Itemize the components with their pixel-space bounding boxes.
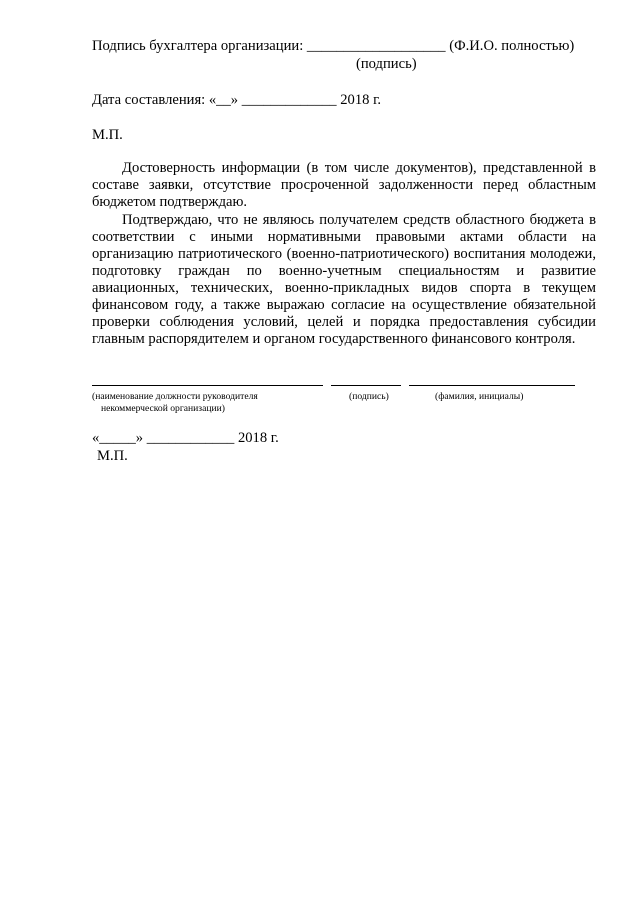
compile-date-label: Дата составления: «__» — [92, 92, 239, 108]
position-signature-line — [92, 385, 323, 386]
compile-date-blank: _____________ — [241, 92, 337, 108]
accountant-signature-label: Подпись бухгалтера организации: — [92, 38, 304, 54]
position-caption-line2: некоммерческой организации) — [101, 403, 225, 414]
compile-date-row — [92, 92, 381, 109]
confirmation-paragraph-2: Подтверждаю, что не являюсь получателем средств областного бюджета в соответствии с иными нормативными правовыми актами области на организацию патриотического (военно-патриотического) воспитания молодежи, подготовку граждан по военно-учетным специальностям и развитие авиационных, технических, военно-прикладных видов спорта в текущем финансовом году, а также выражаю согласие на осуществление обязательной проверки соблюдения условий, целей и порядка предоставления субсидии главным распорядителем и органом государственного финансового контроля. — [92, 212, 596, 347]
accountant-signature-blank: ___________________ — [306, 38, 446, 54]
date-2-day: «_____» — [92, 430, 144, 446]
accountant-fio-caption: (Ф.И.О. полностью) — [449, 38, 575, 54]
accountant-signature-caption: (подпись) — [356, 56, 417, 72]
date-row-2 — [92, 430, 279, 447]
confirmation-paragraph-1: Достоверность информации (в том числе документов), представленной в составе заявки, отсутствие просроченной задолженности перед областным бюджетом подтверждаю. — [92, 160, 596, 210]
name-caption: (фамилия, инициалы) — [435, 391, 524, 402]
accountant-signature-row — [92, 38, 574, 55]
name-line — [409, 385, 575, 386]
signature-line — [331, 385, 401, 386]
stamp-mark-1: М.П. — [92, 127, 123, 143]
compile-date-year: 2018 г. — [340, 92, 382, 108]
stamp-mark-2: М.П. — [97, 448, 128, 464]
position-caption-line1: (наименование должности руководителя — [92, 391, 258, 402]
date-2-blank: ____________ — [146, 430, 235, 446]
signature-caption: (подпись) — [349, 391, 389, 402]
date-2-year: 2018 г. — [237, 430, 279, 446]
